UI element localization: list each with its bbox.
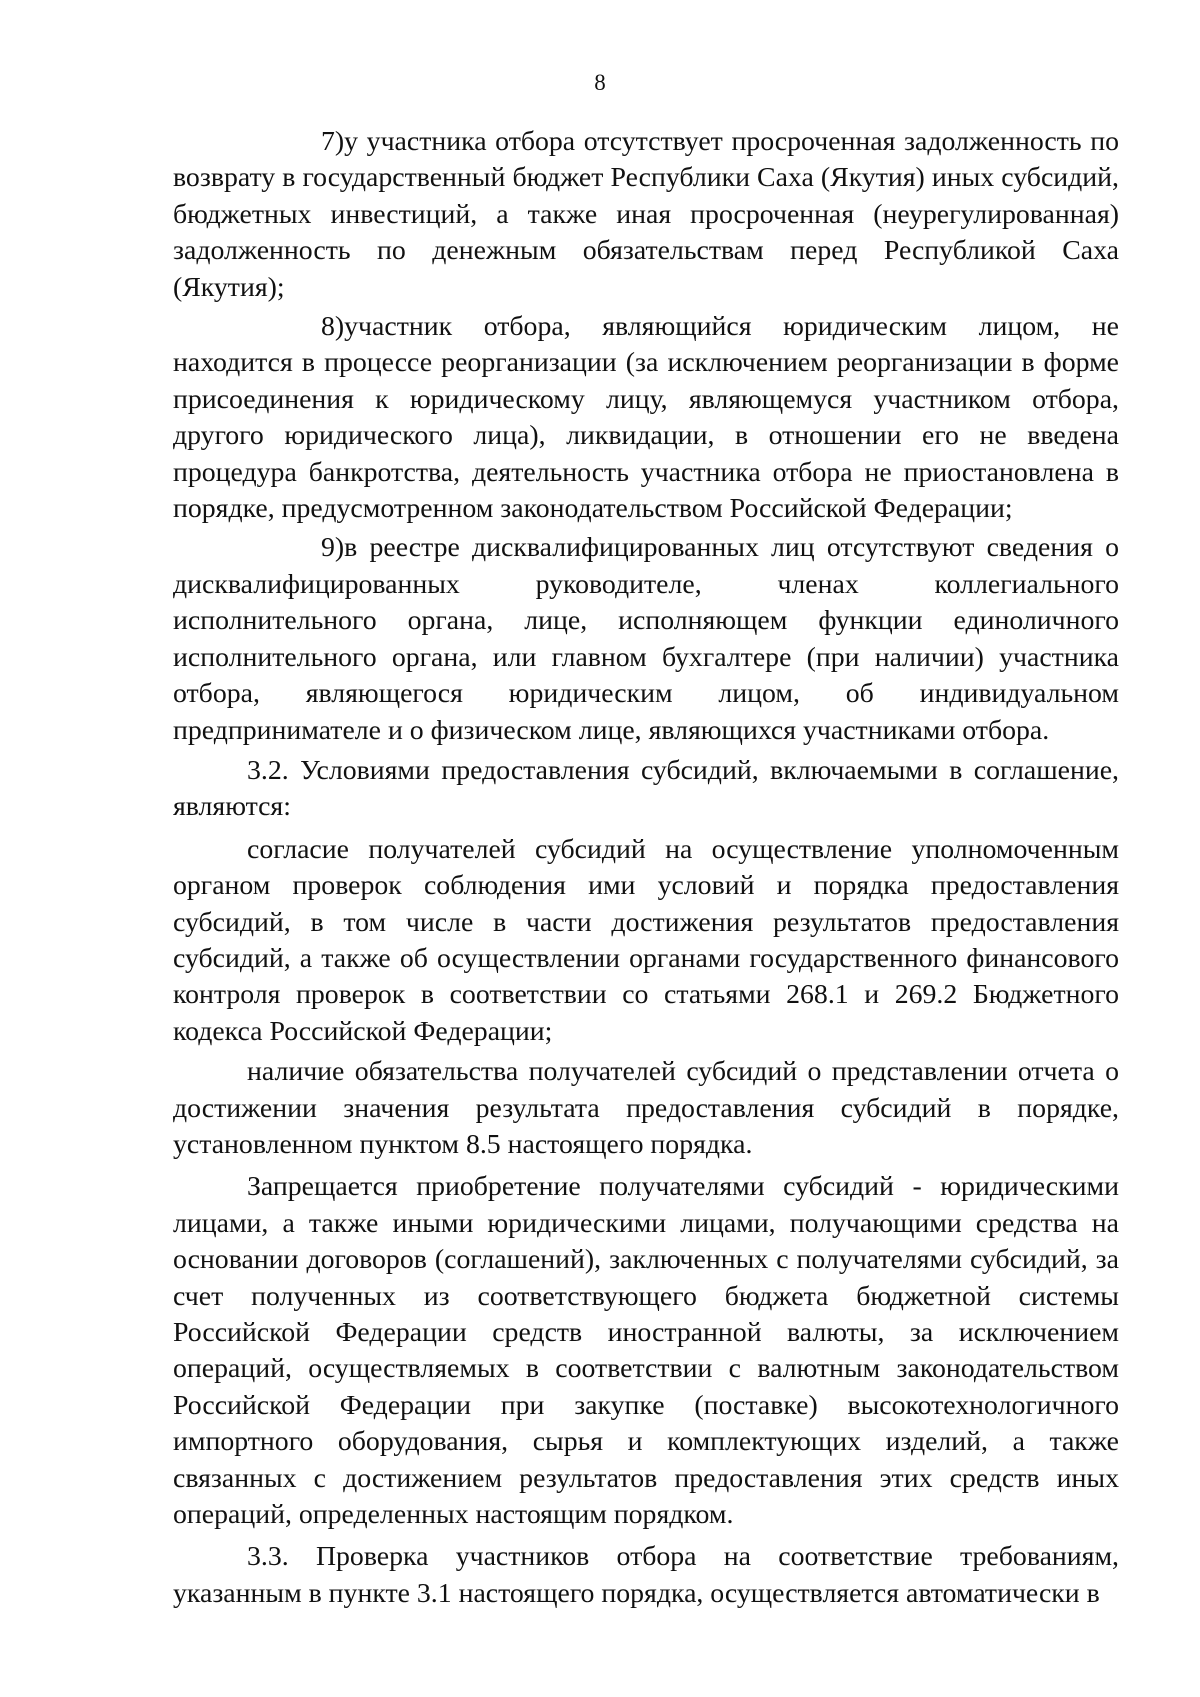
page-number: 8	[594, 70, 606, 95]
report-obligation-paragraph: наличие обязательства получателей субсидий о представлении отчета о достижении значения результата предоставления субсидий в порядке, установленном пунктом 8.5 настоящего порядка.	[173, 1056, 1119, 1160]
list-item-7	[173, 124, 1119, 306]
consent-paragraph: согласие получателей субсидий на осуществление уполномоченным органом проверок соблюдения ими условий и порядка предоставления субсидий, в том числе в части достижения результатов предоставления субсидий, а также об осуществлении органами государственного финансового контроля проверок в соответствии со статьями 268.1 и 269.2 Бюджетного кодекса Российской Федерации;	[173, 833, 1119, 1047]
document-body	[173, 124, 1119, 1612]
list-item-9	[173, 530, 1119, 748]
list-item-9-number: 9)	[321, 532, 345, 564]
list-item-7-number: 7)	[321, 126, 345, 157]
list-item-7-text: у участника отбора отсутствует просроченная задолженность по возврату в государственный бюджет Республики Саха (Якутия) иных субсидий, бюджетных инвестиций, а также иная просроченная (неурегулированная) задолженность по денежным обязательствам перед Республикой Саха (Якутия);	[173, 126, 1119, 303]
section-3-3-paragraph: 3.3. Проверка участников отбора на соответствие требованиям, указанным в пункте 3.1 настоящего порядка, осуществляется автоматически в	[173, 1541, 1119, 1609]
currency-prohibition-paragraph: Запрещается приобретение получателями субсидий - юридическими лицами, а также иными юридическими лицами, получающими средства на основании договоров (соглашений), заключенных с получателями субсидий, за счет полученных из соответствующего бюджета бюджетной системы Российской Федерации средств иностранной валюты, за исключением операций, осуществляемых в соответствии с валютным законодательством Российской Федерации при закупке (поставке) высокотехнологичного импортного оборудования, сырья и комплектующих изделий, а также связанных с достижением результатов предоставления этих средств иных операций, определенных настоящим порядком.	[173, 1171, 1119, 1531]
list-item-8-text: участник отбора, являющийся юридическим лицом, не находится в процессе реорганизации (за исключением реорганизации в форме присоединения к юридическому лицу, являющемуся участником отбора, другого юридического лица), ликвидации, в отношении его не введена процедура банкротства, деятельность участника отбора не приостановлена в порядке, предусмотренном законодательством Российской Федерации;	[173, 311, 1119, 525]
list-item-9-text: в реестре дисквалифицированных лиц отсутствуют сведения о дисквалифицированных руководителе, членах коллегиального исполнительного органа, лице, исполняющем функции единоличного исполнительного органа, или главном бухгалтере (при наличии) участника отбора, являющегося юридическим лицом, об индивидуальном предпринимателе и о физическом лице, являющихся участниками отбора.	[173, 532, 1119, 746]
list-item-8-number: 8)	[321, 311, 345, 343]
section-3-2-paragraph: 3.2. Условиями предоставления субсидий, включаемыми в соглашение, являются:	[173, 754, 1119, 823]
list-item-8	[173, 309, 1119, 527]
